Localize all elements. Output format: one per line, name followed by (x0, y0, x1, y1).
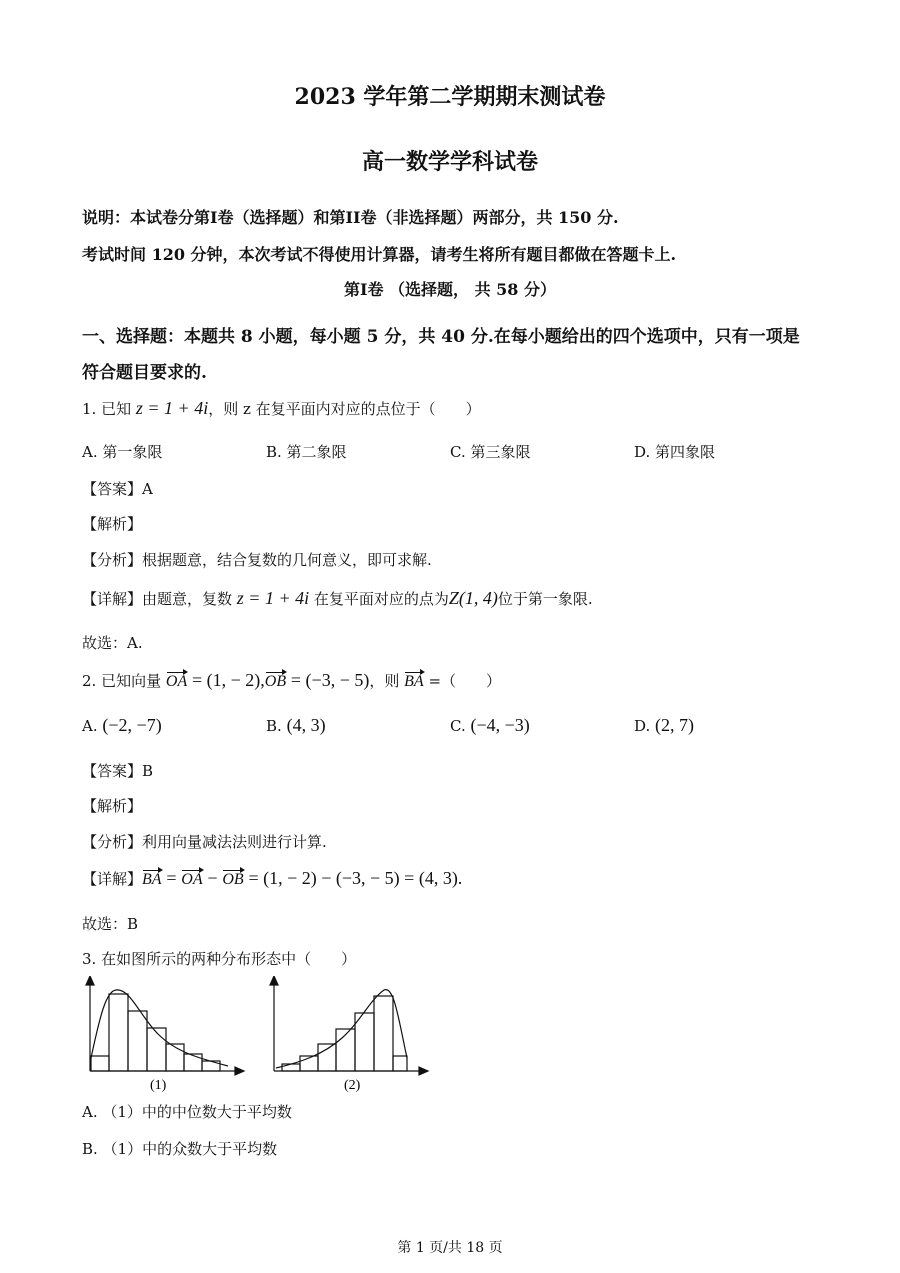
q2-option-a (82, 715, 162, 736)
q2-option-d (634, 715, 694, 736)
q2-option-b (266, 715, 326, 736)
q1-pre: 已知 (101, 400, 132, 418)
vector-ob: OB (264, 673, 287, 690)
q2-option-a-value: (−2, −7) (102, 715, 162, 735)
q3-number: 3. (82, 950, 97, 968)
q3-option-b: B. （1）中的众数大于平均数 (82, 1140, 278, 1158)
q2-option-b-value: (4, 3) (286, 715, 326, 735)
q1-answer: 【答案】A (82, 480, 153, 498)
figure-2-label: (2) (344, 1078, 361, 1093)
q1-detail-pre: 【详解】由题意，复数 (82, 590, 233, 608)
q2-analysis: 【解析】 (82, 797, 143, 815)
figure-1-label: (1) (150, 1078, 167, 1093)
detail-minus: − (207, 868, 218, 888)
q2-oa-value: = (1, − 2), (192, 670, 265, 690)
q2-option-a-letter: A. (82, 717, 98, 735)
q2-ob-value: = (−3, − 5) (290, 670, 370, 690)
q1-stem (82, 398, 481, 419)
part1-header: 第I卷 （选择题， 共 58 分） (343, 280, 557, 299)
q2-option-d-value: (2, 7) (655, 715, 695, 735)
distribution-figure-1 (78, 976, 248, 1094)
q2-option-d-letter: D. (634, 717, 651, 735)
q1-detail-point: Z(1, 4) (448, 588, 498, 608)
q2-option-c-letter: C. (450, 717, 466, 735)
exam-subtitle: 高一数学学科试卷 (361, 149, 538, 175)
q1-detail-post: 位于第一象限. (497, 590, 593, 608)
q2-detail-pre: 【详解】 (82, 870, 143, 888)
detail-vector-oa: OA (181, 871, 203, 888)
detail-vector-ba: BA (142, 871, 162, 888)
q1-choose: 故选：A. (82, 634, 143, 652)
q2-post2: =（ ） (428, 672, 502, 690)
detail-rest: = (1, − 2) − (−3, − 5) = (4, 3). (248, 868, 463, 888)
section1-line-2: 符合题目要求的. (82, 363, 207, 383)
q3-text: 在如图所示的两种分布形态中（ ） (101, 950, 357, 968)
q1-detail-mid: 在复平面对应的点为 (313, 590, 449, 608)
q2-pre: 已知向量 (101, 672, 162, 690)
q1-option-b: B. 第二象限 (266, 443, 347, 461)
q3-stem (82, 948, 356, 969)
vector-ba: BA (404, 673, 424, 690)
note-line-1: 说明：本试卷分第I卷（选择题）和第II卷（非选择题）两部分，共 150 分. (82, 208, 619, 227)
exam-title: 2023 学年第二学期期末测试卷 (294, 84, 606, 110)
q2-number: 2. (82, 672, 97, 690)
q1-analysis: 【解析】 (82, 515, 143, 533)
q1-post: ，则 z 在复平面内对应的点位于（ ） (208, 400, 481, 418)
q2-detail (82, 868, 462, 889)
q2-answer: 【答案】B (82, 762, 154, 780)
vector-oa: OA (165, 673, 188, 690)
q1-detail (82, 588, 593, 609)
detail-eq1: = (166, 868, 177, 888)
q1-detail-formula: z = 1 + 4i (236, 588, 310, 608)
distribution-figure-2 (262, 976, 432, 1094)
q1-number: 1. (82, 400, 97, 418)
q1-formula: z = 1 + 4i (135, 398, 209, 418)
detail-vector-ob: OB (222, 871, 244, 888)
q1-option-d: D. 第四象限 (634, 443, 716, 461)
q2-choose: 故选：B (82, 915, 139, 933)
note-line-2: 考试时间 120 分钟，本次考试不得使用计算器，请考生将所有题目都做在答题卡上. (82, 245, 677, 264)
q1-option-c: C. 第三象限 (450, 443, 531, 461)
section1-line-1: 一、选择题：本题共 8 小题，每小题 5 分，共 40 分.在每小题给出的四个选项中，只有一项是 (82, 327, 800, 347)
q1-fenxi: 【分析】根据题意，结合复数的几何意义，即可求解. (82, 551, 432, 569)
q2-option-c (450, 715, 530, 736)
q2-option-c-value: (−4, −3) (470, 715, 530, 735)
q2-stem (82, 670, 501, 691)
page-footer: 第 1 页/共 18 页 (397, 1240, 503, 1256)
q2-fenxi: 【分析】利用向量减法法则进行计算. (82, 833, 327, 851)
q1-option-a: A. 第一象限 (82, 443, 163, 461)
q2-post: ，则 (369, 672, 400, 690)
q3-option-a: A. （1）中的中位数大于平均数 (82, 1103, 292, 1121)
q2-option-b-letter: B. (266, 717, 282, 735)
